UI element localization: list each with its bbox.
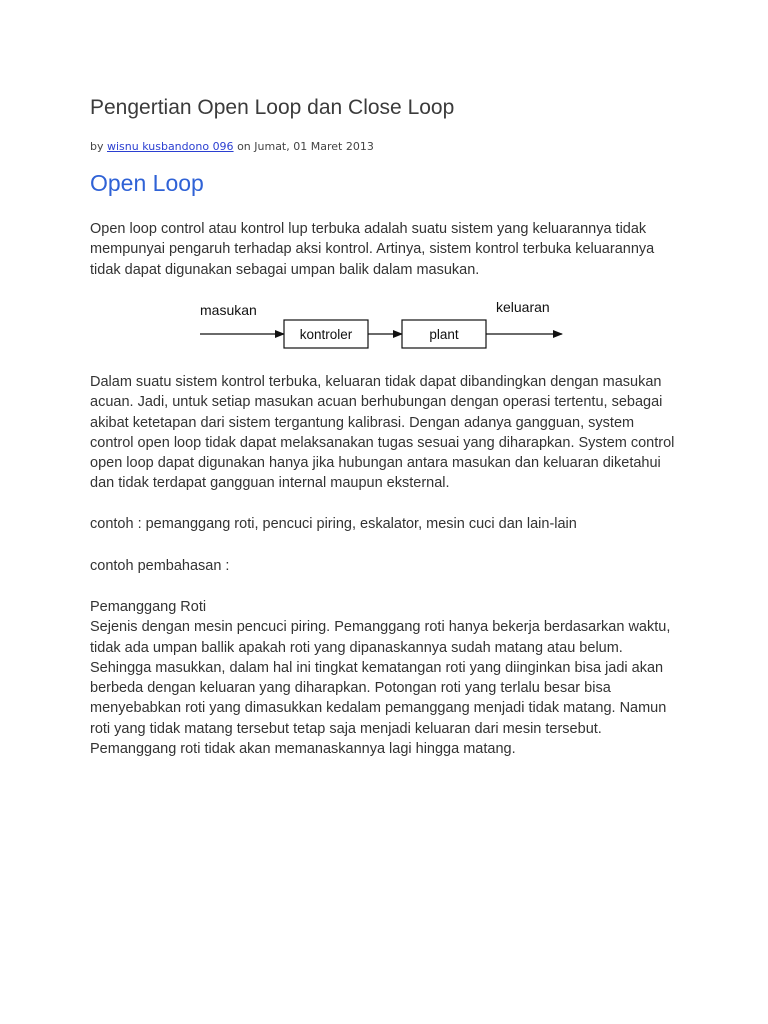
toaster-line: Pemanggang roti tidak akan memanaskannya lagi hingga matang. xyxy=(90,741,516,758)
open-loop-block-diagram xyxy=(200,294,580,358)
diagram-input-label: masukan xyxy=(200,302,257,318)
explanation-line: control open loop tidak dapat melaksanakan tugas sesuai yang diharapkan. System control xyxy=(90,434,675,451)
diagram-output-label: keluaran xyxy=(496,299,550,315)
byline-date: on Jumat, 01 Maret 2013 xyxy=(237,140,374,153)
explanation-line: Dalam suatu sistem kontrol terbuka, keluaran tidak dapat dibandingkan dengan masukan xyxy=(90,374,662,390)
byline-prefix: by xyxy=(90,140,104,153)
explanation-line: akibat ketetapan dari sistem tergantung kalibrasi. Dengan adanya gangguan, system xyxy=(90,414,635,431)
page-title: Pengertian Open Loop dan Close Loop xyxy=(90,96,455,119)
examples-line: contoh : pemanggang roti, pencuci piring, eskalator, mesin cuci dan lain-lain xyxy=(90,516,577,532)
section-heading: Open Loop xyxy=(90,170,204,196)
intro-paragraph xyxy=(90,219,680,280)
explanation-line: dan tidak terdapat gangguan internal maupun eksternal. xyxy=(90,475,450,492)
toaster-subheading: Pemanggang Roti xyxy=(90,599,207,615)
toaster-line: Sehingga masukkan, dalam hal ini tingkat kematangan roti yang diinginkan bisa jadi akan xyxy=(90,659,664,676)
discussion-label xyxy=(90,556,680,576)
toaster-paragraph xyxy=(90,597,680,759)
discussion-line: contoh pembahasan : xyxy=(90,558,230,574)
toaster-line: tidak ada umpan ballik apakah roti yang dipanaskannya sudah matang atau belum. xyxy=(90,639,623,656)
toaster-line: Sejenis dengan mesin pencuci piring. Pemanggang roti hanya bekerja berdasarkan waktu, xyxy=(90,619,671,636)
explanation-line: acuan. Jadi, untuk setiap masukan acuan berhubungan dengan operasi tertentu, sebagai xyxy=(90,394,663,411)
explanation-paragraph xyxy=(90,372,680,494)
controller-label: kontroler xyxy=(299,327,353,342)
toaster-line: berbeda dengan keluaran yang diharapkan. Potongan roti yang terlalu besar bisa xyxy=(90,680,611,697)
toaster-line: roti yang tidak matang tersebut tetap saja menjadi keluaran dari mesin tersebut. xyxy=(90,720,602,737)
toaster-line: menyebabkan roti yang dimasukkan kedalam pemanggang menjadi tidak matang. Namun xyxy=(90,700,667,717)
intro-line: Open loop control atau kontrol lup terbuka adalah suatu sistem yang keluarannya tidak xyxy=(90,221,647,237)
plant-label: plant xyxy=(429,327,459,342)
examples-text xyxy=(90,514,680,534)
explanation-line: open loop dapat digunakan hanya jika hubungan antara masukan dan keluaran diketahui xyxy=(90,455,661,472)
intro-line: tidak dapat digunakan sebagai umpan balik dalam masukan. xyxy=(90,261,480,278)
author-link[interactable]: wisnu kusbandono 096 xyxy=(107,140,234,153)
byline xyxy=(90,140,374,153)
intro-line: mempunyai pengaruh terhadap aksi kontrol. Artinya, sistem kontrol terbuka keluarannya xyxy=(90,241,655,258)
